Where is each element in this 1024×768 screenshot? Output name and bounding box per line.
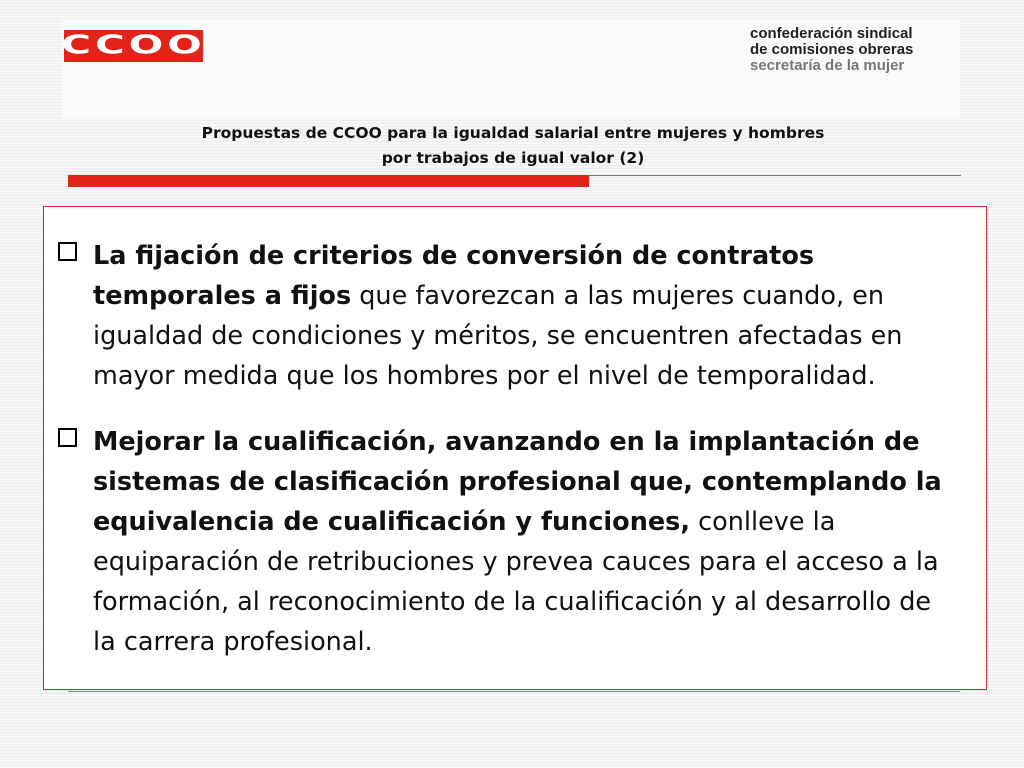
title-line-2: por trabajos de igual valor (2) [381, 149, 645, 167]
slide-title [80, 121, 946, 171]
bullet-item-1 [58, 236, 958, 396]
bullet-text-2 [93, 422, 958, 662]
bullet-1-text: que favorezcan a las mujeres cuando, en igualdad de condiciones y méritos, se encuentren afectadas en mayor medida que los hombres por el nivel de temporalidad. [93, 281, 903, 391]
org-line-1: confederación sindical [750, 25, 913, 42]
ccoo-logo [61, 30, 206, 62]
checkbox-icon [58, 242, 77, 261]
org-line-3: secretaría de la mujer [750, 57, 905, 74]
organization-name [750, 26, 965, 74]
bullet-2-text: conlleve la equiparación de retribuciones y prevea cauces para el acceso a la formación, al reconocimiento de la cualificación y al desarrollo de la carrera profesional. [93, 507, 939, 657]
title-accent-bar [68, 175, 589, 187]
title-divider [589, 175, 961, 176]
bullet-item-2 [58, 422, 958, 662]
bullet-text-1 [93, 236, 958, 396]
bottom-divider [68, 691, 960, 692]
logo-text: CCOO [61, 30, 206, 61]
title-line-1: Propuestas de CCOO para la igualdad salarial entre mujeres y hombres [201, 124, 825, 142]
org-line-2: de comisiones obreras [750, 41, 914, 58]
bullet-1-bold: La fijación de criterios de conversión de contratos temporales a fijos [93, 241, 815, 311]
checkbox-icon [58, 428, 77, 447]
bullet-2-bold: Mejorar la cualificación, avanzando en la implantación de sistemas de clasificación profesional que, contemplando la equivalencia de cualificación y funciones, [93, 427, 942, 537]
